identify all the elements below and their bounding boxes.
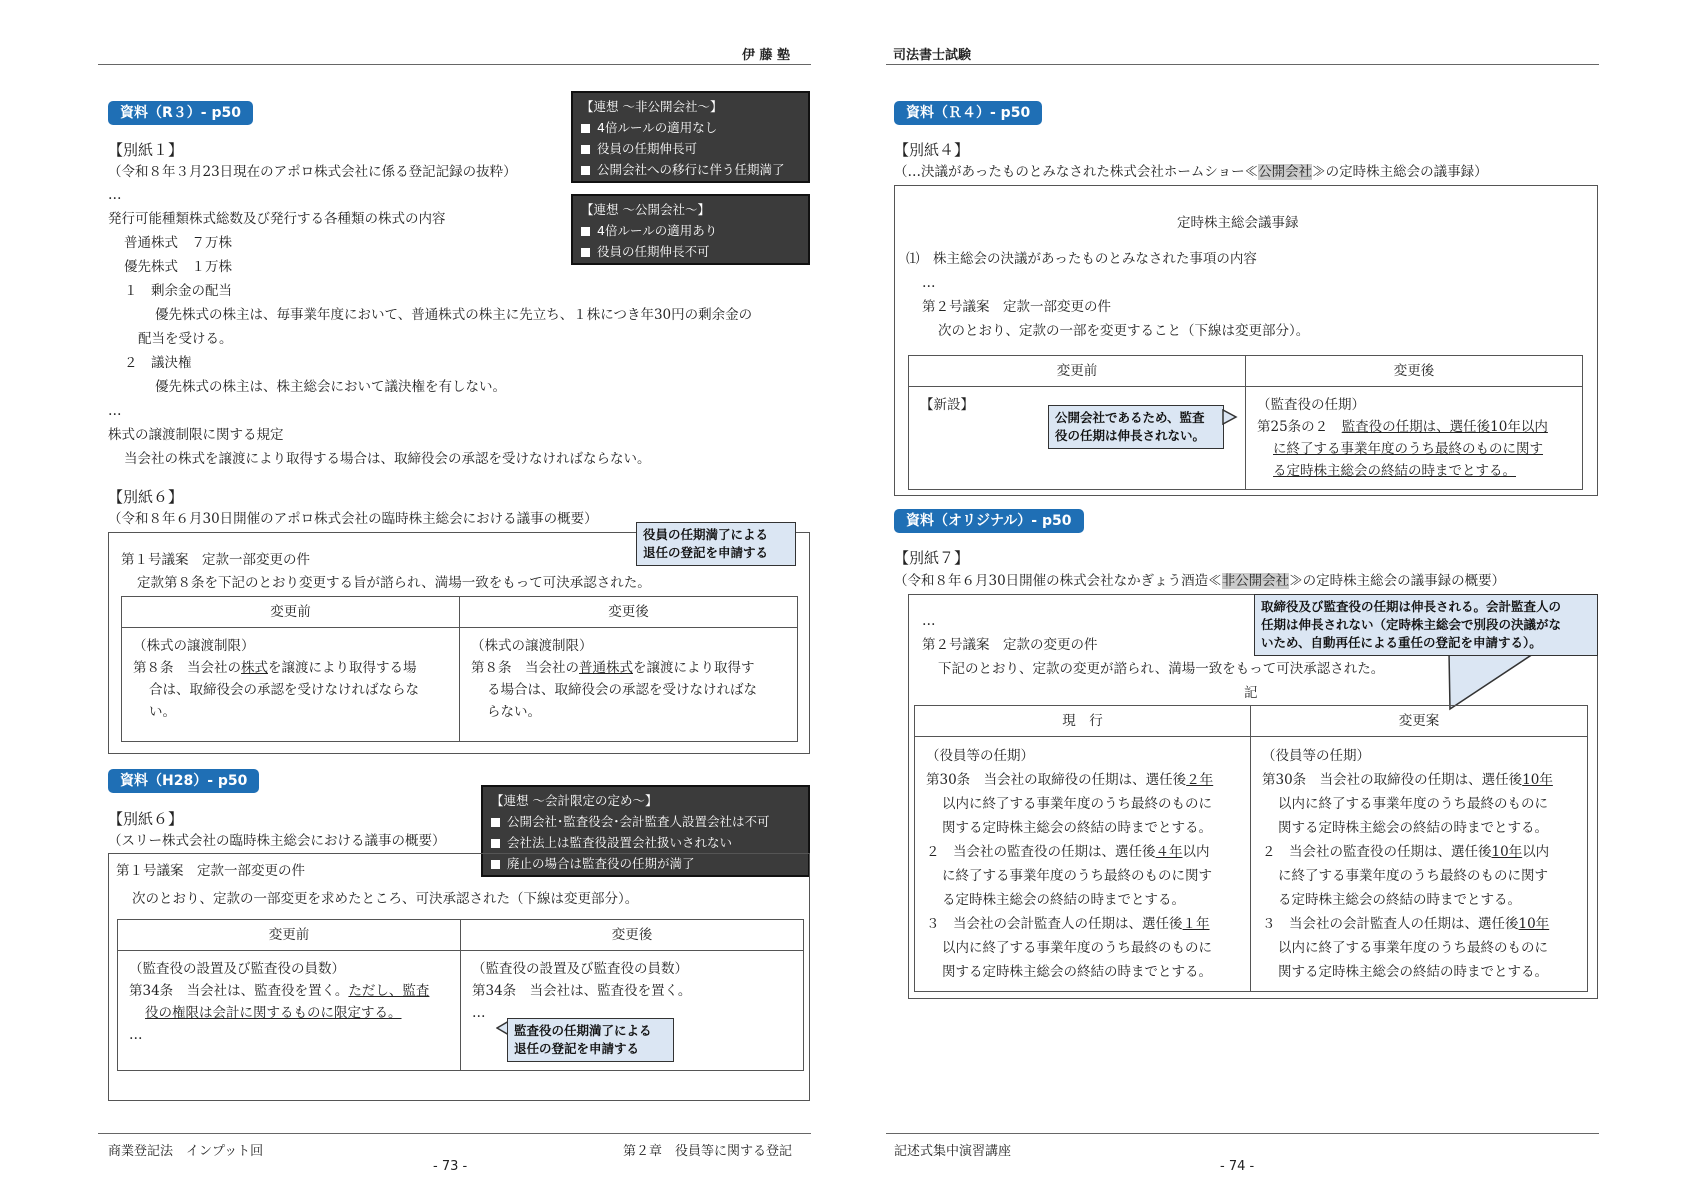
sheet7-label: 【別紙７】 bbox=[894, 549, 970, 567]
material-r4-pill: 資料（Ｒ４）- p50 bbox=[894, 101, 1042, 125]
sheet6-caption: （令和８年６月30日開催のアポロ株式会社の臨時株主総会における議事の概要） bbox=[108, 511, 598, 527]
checkbox-icon bbox=[581, 145, 590, 154]
before-cell: 【新設】 bbox=[909, 387, 1246, 490]
association-item: 4倍ルールの適用なし bbox=[581, 117, 800, 138]
ki-label: 記 bbox=[1244, 685, 1258, 701]
association-title: 【連想 ～会計限定の定め～】 bbox=[491, 793, 658, 808]
deemed-resolution-item: ⑴ 株主総会の決議があったものとみなされた事項の内容 bbox=[906, 251, 1257, 267]
callout-pointer bbox=[1448, 651, 1538, 711]
agenda-title: 第１号議案 定款一部変更の件 bbox=[121, 552, 310, 568]
public-company-callout: 公開会社であるため、監査 役の任期は伸長されない。 bbox=[1048, 405, 1224, 449]
voting-body: 優先株式の株主は、株主総会において議決権を有しない。 bbox=[155, 379, 506, 395]
column-header-proposed: 変更案 bbox=[1251, 706, 1588, 737]
left-footer-rule bbox=[98, 1133, 811, 1134]
page-number: - 74 - bbox=[1220, 1159, 1255, 1174]
left-header-rule bbox=[98, 64, 811, 65]
page-number: - 73 - bbox=[433, 1159, 468, 1174]
term-extension-callout: 取締役及び監査役の任期は伸長される。会計監査人の 任期は伸長されない（定時株主総会で別段の決議がな いため、自動再任による重任の登記を申請する）。 bbox=[1254, 594, 1598, 656]
dividend-body-cont: 配当を受ける。 bbox=[138, 331, 233, 347]
association-title: 【連想 ～公開会社～】 bbox=[581, 202, 710, 217]
term-amendment-table bbox=[914, 705, 1588, 992]
agenda-body: 下記のとおり、定款の変更が諮られ、満場一致をもって可決承認された。 bbox=[938, 661, 1385, 677]
right-header-rule bbox=[886, 64, 1599, 65]
footer-course: 商業登記法 インプット回 bbox=[108, 1144, 264, 1159]
association-item: 4倍ルールの適用あり bbox=[581, 220, 800, 241]
agenda-body: 定款第８条を下記のとおり変更する旨が諮られ、満場一致をもって可決承認された。 bbox=[137, 575, 651, 591]
before-cell: （株式の譲渡制限） 第８条 当会社の株式を譲渡により取得する場 合は、取締役会の承認を受けなければならな い。 bbox=[122, 628, 460, 742]
minutes-title: 定時株主総会議事録 bbox=[1177, 215, 1299, 231]
material-r3-pill: 資料（R３）- p50 bbox=[108, 101, 253, 125]
amendment-table bbox=[908, 355, 1583, 490]
ellipsis: … bbox=[108, 403, 122, 419]
footer-course: 記述式集中演習講座 bbox=[894, 1144, 1012, 1159]
common-shares: 普通株式 ７万株 bbox=[124, 235, 232, 251]
association-private-company-box bbox=[571, 91, 810, 183]
agenda-title: 第２号議案 定款一部変更の件 bbox=[922, 299, 1111, 315]
resignation-callout: 役員の任期満了による 退任の登記を申請する bbox=[636, 522, 796, 566]
checkbox-icon bbox=[581, 227, 590, 236]
current-cell: （役員等の任期） 第30条 当会社の取締役の任期は、選任後２年 以内に終了する事業年度のうち最終のものに 関する定時株主総会の終結の時までとする。 ２ 当会社の監査役の任期は、選任後４年以内 に終了する事業年度のうち最終のものに関す る定時株主総会の終結の時までとする。 ３ 当会社の会計監査人の任期は、選任後１年 以内に終了する事業年度のうち最終のものに 関する定時株主総会の終結の時までとする。 bbox=[915, 737, 1251, 992]
association-item: 公開会社･監査役会･会計監査人設置会社は不可 bbox=[491, 811, 800, 832]
callout-pointer bbox=[1222, 409, 1238, 425]
association-item: 公開会社への移行に伴う任期満了 bbox=[581, 159, 800, 180]
transfer-heading: 株式の譲渡制限に関する規定 bbox=[108, 427, 284, 443]
sheet4-label: 【別紙４】 bbox=[894, 141, 970, 159]
ellipsis: … bbox=[108, 187, 122, 203]
shares-heading: 発行可能種類株式総数及び発行する各種類の株式の内容 bbox=[108, 211, 446, 227]
association-title: 【連想 ～非公開会社～】 bbox=[581, 99, 723, 114]
agenda-body: 次のとおり、定款の一部変更を求めたところ、可決承認された（下線は変更部分）。 bbox=[132, 891, 639, 907]
left-page-header: 伊 藤 塾 bbox=[742, 48, 791, 63]
after-cell: （株式の譲渡制限） 第８条 当会社の普通株式を譲渡により取得す る場合は、取締役会の承認を受けなければな らない。 bbox=[460, 628, 798, 742]
checkbox-icon bbox=[581, 124, 590, 133]
association-public-company-box bbox=[571, 194, 810, 265]
agenda-title: 第２号議案 定款の変更の件 bbox=[922, 637, 1098, 653]
before-cell: （監査役の設置及び監査役の員数） 第34条 当会社は、監査役を置く。ただし、監査 役の権限は会計に関するものに限定する。 … bbox=[118, 951, 461, 1071]
checkbox-icon bbox=[491, 818, 500, 827]
ellipsis: … bbox=[922, 613, 936, 629]
sheet1-caption: （令和８年３月23日現在のアポロ株式会社に係る登記記録の抜粋） bbox=[108, 164, 517, 180]
dividend-body: 優先株式の株主は、毎事業年度において、普通株式の株主に先立ち、１株につき年30円の剰余金の bbox=[155, 307, 753, 323]
agenda-title: 第１号議案 定款一部変更の件 bbox=[116, 863, 305, 879]
checkbox-icon bbox=[491, 839, 500, 848]
auditor-resignation-callout: 監査役の任期満了による 退任の登記を申請する bbox=[507, 1018, 674, 1062]
association-item: 会社法上は監査役設置会社扱いされない bbox=[491, 832, 800, 853]
column-header-current: 現 行 bbox=[915, 706, 1251, 737]
transfer-body: 当会社の株式を譲渡により取得する場合は、取締役会の承認を受けなければならない。 bbox=[124, 451, 651, 467]
column-header-after: 変更後 bbox=[461, 920, 804, 951]
column-header-before: 変更前 bbox=[118, 920, 461, 951]
footer-chapter: 第２章 役員等に関する登記 bbox=[623, 1144, 793, 1159]
dividend-item: １ 剰余金の配当 bbox=[124, 283, 232, 299]
association-item: 廃止の場合は監査役の任期が満了 bbox=[491, 853, 800, 874]
sheet6-label: 【別紙６】 bbox=[108, 810, 184, 828]
amendment-table bbox=[117, 919, 804, 1071]
sheet1-label: 【別紙１】 bbox=[108, 141, 184, 159]
sheet6-label: 【別紙６】 bbox=[108, 488, 184, 506]
ellipsis: … bbox=[922, 275, 936, 291]
association-item: 役員の任期伸長不可 bbox=[581, 241, 800, 262]
sheet7-caption: （令和８年６月30日開催の株式会社なかぎょう酒造≪非公開会社≫の定時株主総会の議事録の概要） bbox=[894, 573, 1506, 589]
voting-item: ２ 議決権 bbox=[124, 355, 192, 371]
agenda-body: 次のとおり、定款の一部を変更すること（下線は変更部分）。 bbox=[938, 323, 1310, 339]
after-cell: （監査役の任期） 第25条の２ 監査役の任期は、選任後10年以内 に終了する事業年度のうち最終のものに関す る定時株主総会の終結の時までとする。 bbox=[1246, 387, 1583, 490]
preferred-shares: 優先株式 １万株 bbox=[124, 259, 232, 275]
after-cell: （監査役の設置及び監査役の員数） 第34条 当会社は、監査役を置く。 … bbox=[461, 951, 804, 1071]
material-h28-pill: 資料（H28）- p50 bbox=[108, 769, 259, 793]
right-footer-rule bbox=[886, 1133, 1599, 1134]
right-page-header: 司法書士試験 bbox=[893, 48, 972, 63]
sheet6-caption: （スリー株式会社の臨時株主総会における議事の概要） bbox=[108, 833, 446, 849]
column-header-after: 変更後 bbox=[1246, 356, 1583, 387]
sheet4-caption: （…決議があったものとみなされた株式会社ホームショー≪公開会社≫の定時株主総会の議事録） bbox=[894, 164, 1488, 180]
column-header-after: 変更後 bbox=[460, 597, 798, 628]
proposed-cell: （役員等の任期） 第30条 当会社の取締役の任期は、選任後10年 以内に終了する事業年度のうち最終のものに 関する定時株主総会の終結の時までとする。 ２ 当会社の監査役の任期は、選任後10年以内 に終了する事業年度のうち最終のものに関す る定時株主総会の終結の時までとする。 ３ 当会社の会計監査人の任期は、選任後10年 以内に終了する事業年度のうち最終のものに 関する定時株主総会の終結の時までとする。 bbox=[1251, 737, 1588, 992]
checkbox-icon bbox=[581, 166, 590, 175]
association-item: 役員の任期伸長可 bbox=[581, 138, 800, 159]
material-original-pill: 資料（オリジナル）- p50 bbox=[894, 509, 1084, 533]
column-header-before: 変更前 bbox=[909, 356, 1246, 387]
checkbox-icon bbox=[581, 248, 590, 257]
column-header-before: 変更前 bbox=[122, 597, 460, 628]
amendment-table bbox=[121, 596, 798, 742]
